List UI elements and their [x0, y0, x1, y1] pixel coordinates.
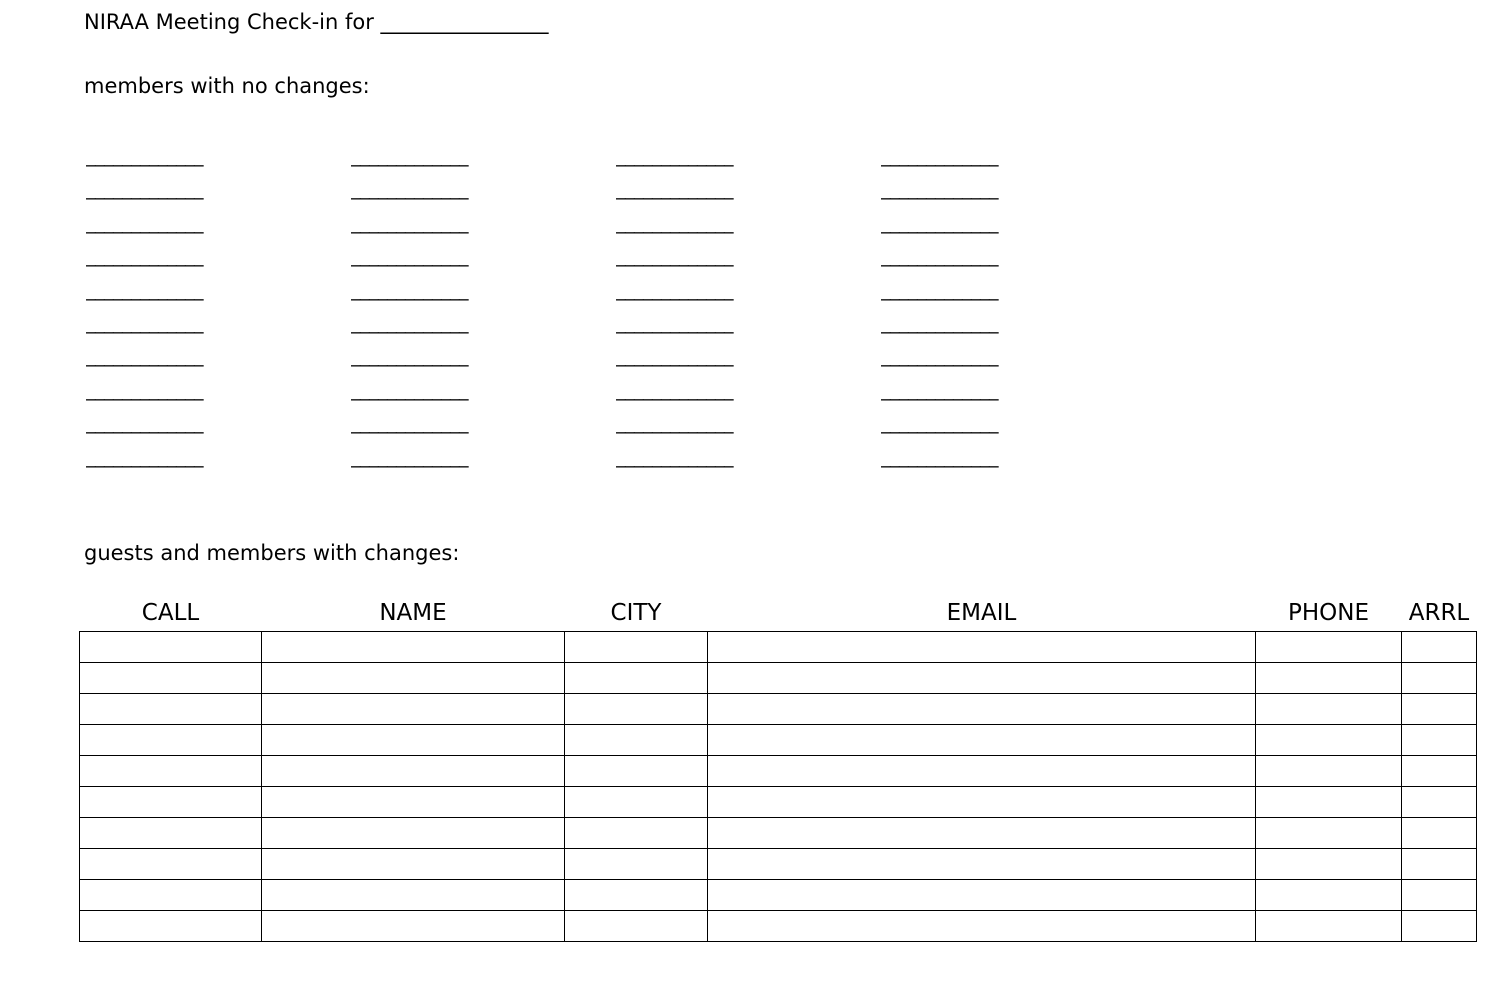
table-cell-call[interactable]	[80, 787, 262, 818]
blank-line-field[interactable]: _____________	[86, 146, 203, 167]
table-cell-call[interactable]	[80, 880, 262, 911]
blank-line-field[interactable]: _____________	[351, 312, 468, 334]
table-cell-arrl[interactable]	[1402, 694, 1477, 725]
table-cell-arrl[interactable]	[1402, 880, 1477, 911]
table-cell-arrl[interactable]	[1402, 663, 1477, 694]
table-row	[80, 880, 1477, 911]
blank-line-field[interactable]: _____________	[86, 413, 203, 435]
blank-line-field[interactable]: _____________	[881, 279, 998, 301]
blank-line-field[interactable]: _____________	[881, 312, 998, 334]
table-cell-email[interactable]	[708, 911, 1256, 942]
table-cell-email[interactable]	[708, 663, 1256, 694]
table-cell-phone[interactable]	[1256, 756, 1402, 787]
table-row	[80, 663, 1477, 694]
blank-line-row	[86, 213, 1146, 246]
blank-line-row	[86, 413, 1146, 446]
table-header-arrl: ARRL	[1408, 600, 1470, 626]
members-no-changes-label: members with no changes:	[84, 74, 370, 98]
table-cell-name[interactable]	[262, 849, 565, 880]
blank-line-field[interactable]: _____________	[351, 379, 468, 401]
blank-line-row	[86, 280, 1146, 313]
checkin-table	[79, 600, 1477, 942]
table-cell-city[interactable]	[565, 911, 708, 942]
table-cell-arrl[interactable]	[1402, 756, 1477, 787]
guests-members-changes-label: guests and members with changes:	[84, 541, 460, 565]
table-header-email: EMAIL	[946, 600, 1017, 626]
table-cell-phone[interactable]	[1256, 725, 1402, 756]
blank-line-field[interactable]: _____________	[86, 446, 203, 468]
table-cell-arrl[interactable]	[1402, 725, 1477, 756]
blank-line-field[interactable]: _____________	[881, 146, 998, 167]
table-cell-phone[interactable]	[1256, 694, 1402, 725]
table-cell-city[interactable]	[565, 663, 708, 694]
blank-line-field[interactable]: _____________	[881, 346, 998, 368]
table-cell-email[interactable]	[708, 756, 1256, 787]
table-cell-arrl[interactable]	[1402, 787, 1477, 818]
table-cell-city[interactable]	[565, 787, 708, 818]
blank-line-field[interactable]: _____________	[616, 413, 733, 435]
blank-line-row	[86, 179, 1146, 212]
table-cell-name[interactable]	[262, 756, 565, 787]
table-cell-city[interactable]	[565, 818, 708, 849]
table-cell-phone[interactable]	[1256, 632, 1402, 663]
table-cell-call[interactable]	[80, 818, 262, 849]
blank-line-field[interactable]: _____________	[351, 346, 468, 368]
blank-line-field[interactable]: _____________	[881, 446, 998, 468]
table-cell-call[interactable]	[80, 756, 262, 787]
table-cell-city[interactable]	[565, 694, 708, 725]
table-cell-name[interactable]	[262, 725, 565, 756]
table-cell-call[interactable]	[80, 663, 262, 694]
table-row	[80, 818, 1477, 849]
table-cell-city[interactable]	[565, 632, 708, 663]
table-cell-email[interactable]	[708, 787, 1256, 818]
table-row	[80, 849, 1477, 880]
blank-line-field[interactable]: _____________	[881, 413, 998, 435]
blank-line-field[interactable]: _____________	[616, 346, 733, 368]
table-cell-name[interactable]	[262, 632, 565, 663]
blank-line-field[interactable]: _____________	[351, 446, 468, 468]
blank-line-field[interactable]: _____________	[616, 246, 733, 268]
blank-line-field[interactable]: _____________	[86, 246, 203, 268]
table-cell-name[interactable]	[262, 818, 565, 849]
table-cell-name[interactable]	[262, 911, 565, 942]
table-cell-email[interactable]	[708, 849, 1256, 880]
table-cell-city[interactable]	[565, 725, 708, 756]
table-cell-phone[interactable]	[1256, 787, 1402, 818]
blank-line-field[interactable]: _____________	[616, 379, 733, 401]
table-header-city: CITY	[610, 600, 662, 626]
table-cell-email[interactable]	[708, 694, 1256, 725]
blank-line-row	[86, 246, 1146, 279]
table-cell-call[interactable]	[80, 725, 262, 756]
table-cell-city[interactable]	[565, 880, 708, 911]
table-row	[80, 694, 1477, 725]
blank-line-field[interactable]: _____________	[881, 379, 998, 401]
table-row	[80, 756, 1477, 787]
blank-line-field[interactable]: _____________	[881, 179, 998, 201]
blank-line-field[interactable]: _____________	[616, 279, 733, 301]
table-cell-name[interactable]	[262, 694, 565, 725]
blank-line-field[interactable]: _____________	[616, 146, 733, 167]
table-cell-phone[interactable]	[1256, 880, 1402, 911]
table-row	[80, 632, 1477, 663]
blank-line-field[interactable]: _____________	[351, 413, 468, 435]
blank-line-field[interactable]: _____________	[616, 179, 733, 201]
table-cell-arrl[interactable]	[1402, 849, 1477, 880]
page-title: NIRAA Meeting Check-in for ________________	[84, 10, 549, 34]
table-cell-email[interactable]	[708, 725, 1256, 756]
table-cell-call[interactable]	[80, 849, 262, 880]
table-cell-phone[interactable]	[1256, 818, 1402, 849]
table-row	[80, 787, 1477, 818]
blank-line-field[interactable]: _____________	[86, 179, 203, 201]
table-row	[80, 725, 1477, 756]
table-cell-city[interactable]	[565, 849, 708, 880]
blank-line-row	[86, 313, 1146, 346]
blank-line-row	[86, 346, 1146, 379]
blank-line-field[interactable]: _____________	[616, 212, 733, 234]
blank-line-field[interactable]: _____________	[881, 212, 998, 234]
table-cell-call[interactable]	[80, 694, 262, 725]
table-cell-arrl[interactable]	[1402, 911, 1477, 942]
table-cell-call[interactable]	[80, 632, 262, 663]
blank-line-field[interactable]: _____________	[86, 212, 203, 234]
blank-lines-grid	[86, 146, 1146, 480]
blank-line-field[interactable]: _____________	[881, 246, 998, 268]
table-cell-name[interactable]	[262, 787, 565, 818]
blank-line-field[interactable]: _____________	[86, 346, 203, 368]
checkin-table-wrapper	[79, 600, 1476, 942]
blank-line-field[interactable]: _____________	[351, 279, 468, 301]
table-header-phone: PHONE	[1287, 600, 1369, 626]
blank-line-field[interactable]: _____________	[351, 246, 468, 268]
blank-line-field[interactable]: _____________	[351, 146, 468, 167]
table-header-row	[80, 600, 1477, 632]
table-cell-email[interactable]	[708, 818, 1256, 849]
blank-line-field[interactable]: _____________	[351, 179, 468, 201]
table-cell-email[interactable]	[708, 880, 1256, 911]
table-cell-name[interactable]	[262, 663, 565, 694]
table-row	[80, 911, 1477, 942]
blank-line-field[interactable]: _____________	[351, 212, 468, 234]
table-cell-phone[interactable]	[1256, 911, 1402, 942]
blank-line-row	[86, 447, 1146, 480]
blank-line-field[interactable]: _____________	[616, 312, 733, 334]
table-cell-phone[interactable]	[1256, 849, 1402, 880]
blank-line-field[interactable]: _____________	[86, 379, 203, 401]
table-header-call: CALL	[141, 600, 200, 626]
table-cell-phone[interactable]	[1256, 663, 1402, 694]
table-cell-email[interactable]	[708, 632, 1256, 663]
blank-line-row	[86, 380, 1146, 413]
table-cell-arrl[interactable]	[1402, 818, 1477, 849]
blank-line-field[interactable]: _____________	[86, 312, 203, 334]
table-cell-arrl[interactable]	[1402, 632, 1477, 663]
table-cell-city[interactable]	[565, 756, 708, 787]
table-cell-call[interactable]	[80, 911, 262, 942]
blank-line-field[interactable]: _____________	[86, 279, 203, 301]
table-cell-name[interactable]	[262, 880, 565, 911]
blank-line-row	[86, 146, 1146, 179]
table-header-name: NAME	[379, 600, 447, 626]
blank-line-field[interactable]: _____________	[616, 446, 733, 468]
